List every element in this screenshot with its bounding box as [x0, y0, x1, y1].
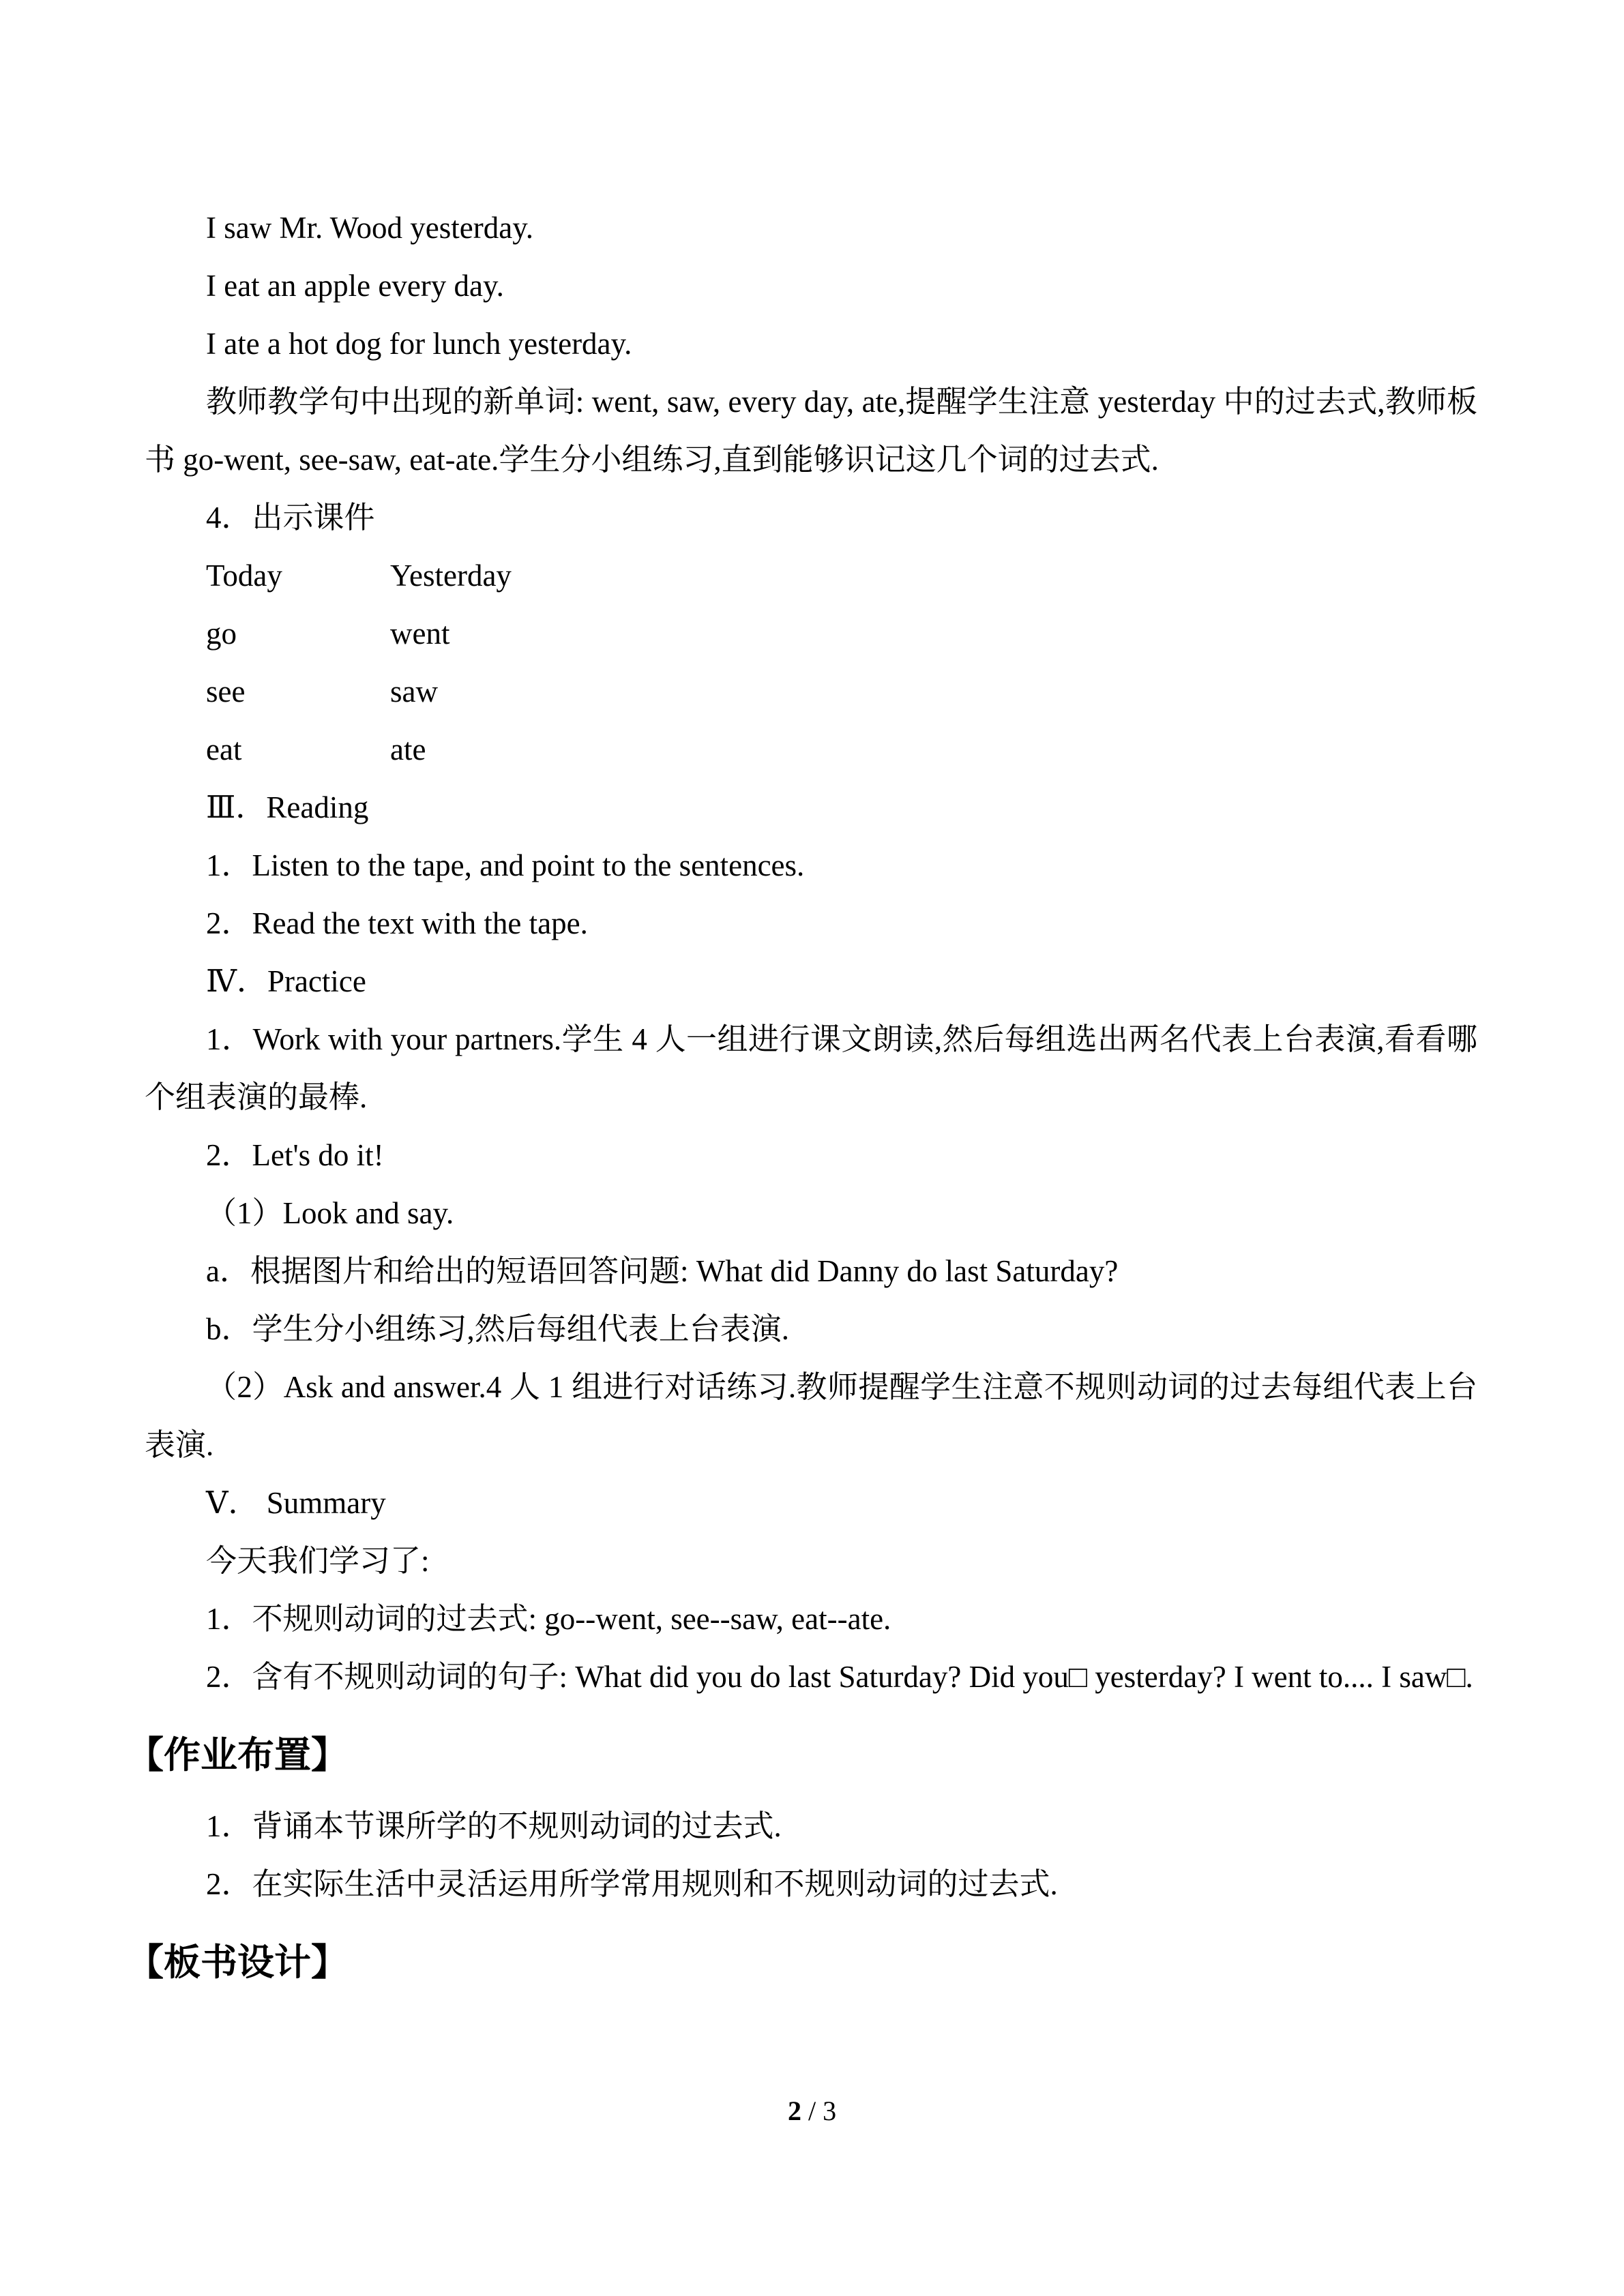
section-title-summary: Ⅴ． Summary — [206, 1486, 386, 1520]
list-item: 1．Work with your partners.学生 4 人一组进行课文朗读,然后每组选出两名代表上台表演,看看哪个组表演的最棒. — [145, 1022, 1477, 1114]
list-item: 2．Let's do it! — [206, 1138, 384, 1172]
word-table-row — [145, 605, 1477, 663]
list-item: 1．不规则动词的过去式: go--went, see--saw, eat--ate. — [206, 1602, 891, 1636]
list-item: （2）Ask and answer.4 人 1 组进行对话练习.教师提醒学生注意不规则动词的过去每组代表上台表演. — [145, 1370, 1477, 1462]
footer-total-pages: 3 — [823, 2096, 837, 2126]
section-title-practice: Ⅳ．Practice — [206, 964, 366, 998]
list-item: （1）Look and say. — [206, 1196, 454, 1230]
example-sentence: I saw Mr. Wood yesterday. — [206, 211, 534, 245]
list-item: 1．背诵本节课所学的不规则动词的过去式. — [206, 1809, 782, 1843]
document-content — [127, 199, 1477, 2005]
list-item: 2．含有不规则动词的句子: What did you do last Saturday? Did you□ yesterday? I went to.... I saw□. — [206, 1660, 1473, 1694]
list-item: 今天我们学习了: — [206, 1544, 430, 1578]
word-present: see — [206, 674, 246, 709]
word-present: eat — [206, 732, 242, 766]
example-sentence: I ate a hot dog for lunch yesterday. — [206, 327, 632, 361]
word-table-col-yesterday: Yesterday — [390, 558, 512, 593]
word-table-header-row — [145, 547, 1477, 605]
footer-current-page: 2 — [787, 2096, 801, 2126]
list-item: 1．Listen to the tape, and point to the sentences. — [206, 848, 805, 882]
homework-heading: 【作业布置】 — [127, 1733, 348, 1776]
word-past: ate — [390, 732, 426, 766]
list-item: 2．Read the text with the tape. — [206, 906, 588, 940]
example-sentence: I eat an apple every day. — [206, 269, 504, 303]
section-title-reading: Ⅲ．Reading — [206, 790, 369, 824]
word-present: go — [206, 616, 237, 651]
teacher-instruction-paragraph: 教师教学句中出现的新单词: went, saw, every day, ate,提醒学生注意 yesterday 中的过去式,教师板书 go-went, see-saw, eat-ate.学生分小组练习,直到能够识记这几个词的过去式. — [145, 385, 1477, 477]
footer-separator: / — [808, 2096, 816, 2126]
step-item-show-courseware: 4．出示课件 — [206, 501, 375, 535]
list-item: b．学生分小组练习,然后每组代表上台表演. — [206, 1312, 790, 1346]
word-past: went — [390, 616, 450, 651]
list-item: 2．在实际生活中灵活运用所学常用规则和不规则动词的过去式. — [206, 1867, 1058, 1901]
word-table-row — [145, 721, 1477, 779]
list-item: a．根据图片和给出的短语回答问题: What did Danny do last Saturday? — [206, 1254, 1119, 1288]
word-table-col-today: Today — [206, 558, 282, 593]
word-table-row — [145, 663, 1477, 721]
word-past: saw — [390, 674, 438, 709]
page-number — [0, 2095, 1624, 2127]
board-design-heading: 【板书设计】 — [127, 1941, 348, 1984]
